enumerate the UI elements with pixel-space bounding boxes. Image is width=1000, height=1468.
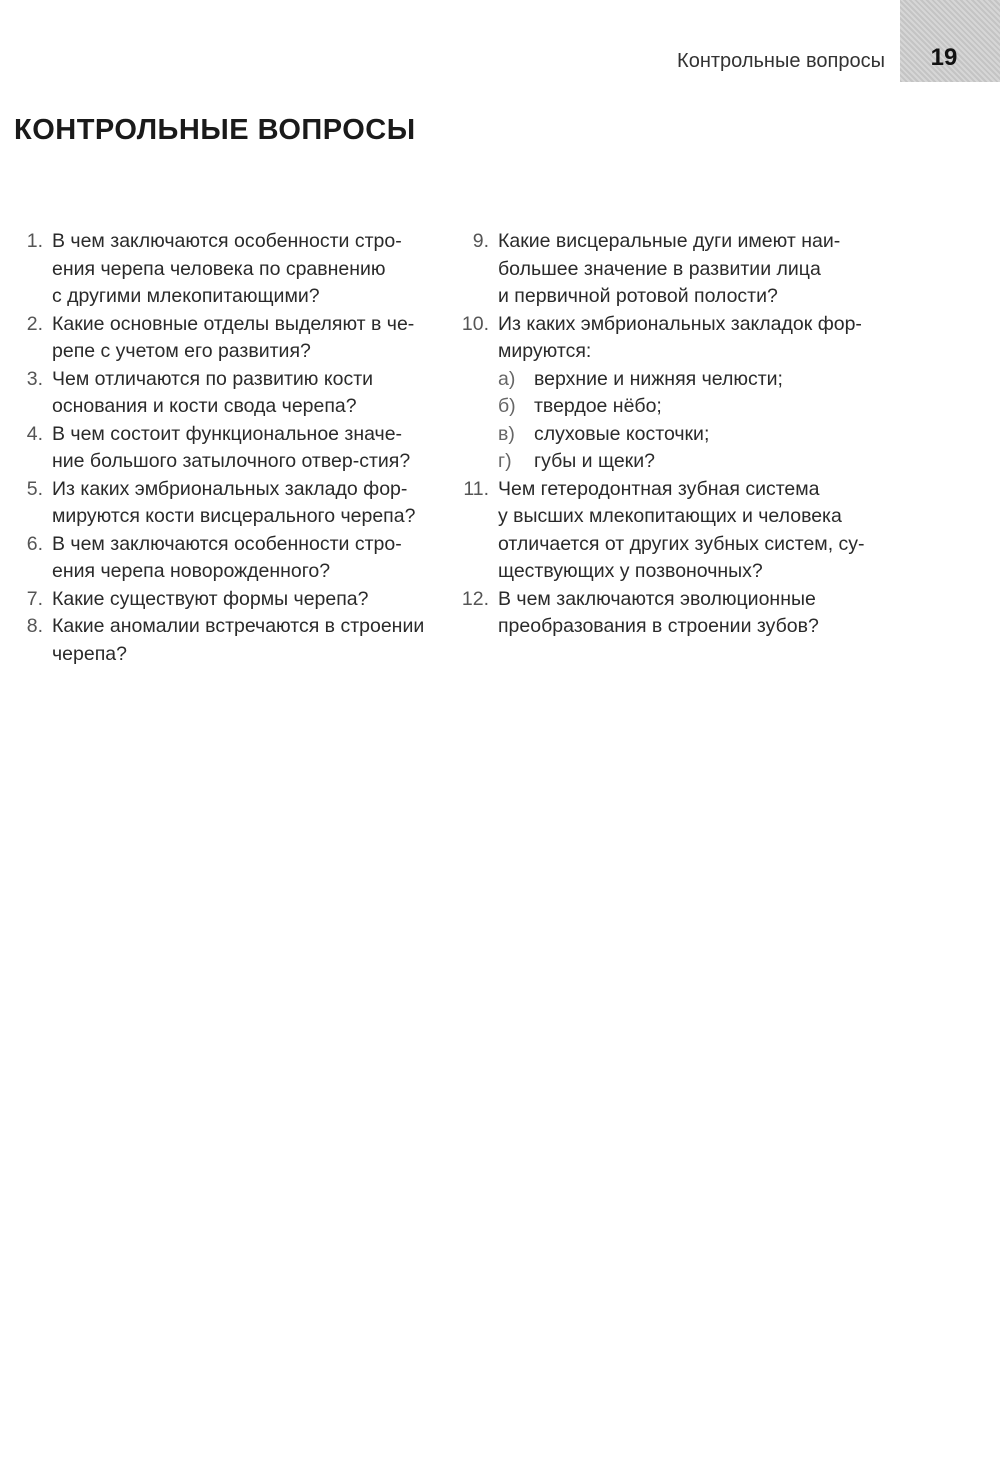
question-text — [52, 476, 440, 531]
question-text — [498, 476, 898, 586]
sub-item-label: в) — [498, 422, 515, 445]
question-line: отличается от других зубных систем, су- — [498, 532, 865, 555]
question-text — [52, 366, 440, 421]
running-header: Контрольные вопросы — [677, 50, 885, 72]
question-text — [52, 421, 440, 476]
sub-item-text: верхние и нижняя челюсти; — [534, 367, 783, 390]
sub-item-label: а) — [498, 367, 516, 390]
question-line: Какие существуют формы черепа? — [52, 587, 369, 610]
sub-item — [498, 448, 898, 476]
question-text — [52, 228, 440, 311]
sub-item-label: б) — [498, 395, 516, 417]
sub-item-text: твердое нёбо; — [534, 395, 662, 417]
question-line: Чем отличаются по развитию кости — [52, 367, 374, 390]
question-text — [498, 311, 898, 476]
question-text — [52, 613, 440, 668]
question-number: 4. — [26, 422, 43, 445]
question-line: большее значение в развитии лица — [498, 257, 821, 280]
question-item — [458, 228, 898, 311]
question-item — [20, 586, 440, 614]
sub-item-text: губы и щеки? — [534, 450, 655, 472]
question-line: основания и кости свода черепа? — [52, 395, 357, 417]
page-title: КОНТРОЛЬНЫЕ ВОПРОСЫ — [14, 114, 416, 146]
question-number: 12. — [461, 587, 489, 610]
question-item — [20, 476, 440, 531]
question-line: мируются кости висцерального черепа? — [52, 505, 416, 527]
question-line: В чем заключаются особенности стро- — [52, 230, 402, 252]
sub-item-text: слуховые косточки; — [534, 422, 710, 445]
page-number-tab — [900, 0, 1000, 82]
question-line: ществующих у позвоночных? — [498, 560, 763, 582]
question-item — [458, 311, 898, 476]
question-number: 7. — [26, 587, 43, 610]
question-number: 8. — [26, 615, 43, 637]
question-item — [20, 613, 440, 668]
question-line: мируются: — [498, 340, 592, 362]
question-line: В чем заключаются эволюционные — [498, 587, 816, 610]
question-text — [52, 311, 440, 366]
question-item — [458, 476, 898, 586]
question-text — [52, 586, 440, 614]
question-number: 2. — [26, 312, 43, 335]
question-line: ения черепа новорожденного? — [52, 560, 331, 582]
question-number: 3. — [26, 367, 43, 390]
question-text — [498, 228, 898, 311]
question-line: и первичной ротовой полости? — [498, 285, 778, 307]
question-number: 9. — [472, 230, 489, 252]
question-line: репе с учетом его развития? — [52, 340, 311, 362]
question-number: 6. — [26, 532, 43, 555]
question-line: ние большого затылочного отвер-стия? — [52, 450, 411, 472]
question-line: Из каких эмбриональных закладок фор- — [498, 312, 862, 335]
questions-column-right — [458, 228, 898, 641]
question-line: преобразования в строении зубов? — [498, 615, 819, 637]
question-item — [458, 586, 898, 641]
question-line: Из каких эмбриональных закладо фор- — [52, 477, 408, 500]
question-line: черепа? — [52, 642, 127, 665]
question-text — [52, 531, 440, 586]
sub-item — [498, 366, 898, 394]
question-item — [20, 228, 440, 311]
question-item — [20, 421, 440, 476]
question-line: Какие аномалии встречаются в строении — [52, 615, 425, 637]
question-number: 10. — [461, 312, 489, 335]
question-line: у высших млекопитающих и человека — [498, 505, 842, 527]
question-number: 11. — [463, 477, 489, 500]
question-line: Какие висцеральные дуги имеют наи- — [498, 230, 841, 252]
question-item — [20, 366, 440, 421]
questions-column-left — [20, 228, 440, 668]
question-text — [498, 586, 898, 641]
page-number: 19 — [930, 44, 958, 71]
question-number: 1. — [26, 230, 43, 252]
sub-item — [498, 393, 898, 421]
question-line: Чем гетеродонтная зубная система — [498, 477, 820, 500]
question-line: с другими млекопитающими? — [52, 285, 320, 307]
sub-item-label: г) — [498, 450, 512, 472]
question-line: ения черепа человека по сравнению — [52, 257, 386, 280]
question-item — [20, 531, 440, 586]
question-item — [20, 311, 440, 366]
sub-item — [498, 421, 898, 449]
question-line: В чем заключаются особенности стро- — [52, 532, 402, 555]
question-number: 5. — [26, 477, 43, 500]
question-line: Какие основные отделы выделяют в че- — [52, 312, 415, 335]
question-line: В чем состоит функциональное значе- — [52, 422, 403, 445]
